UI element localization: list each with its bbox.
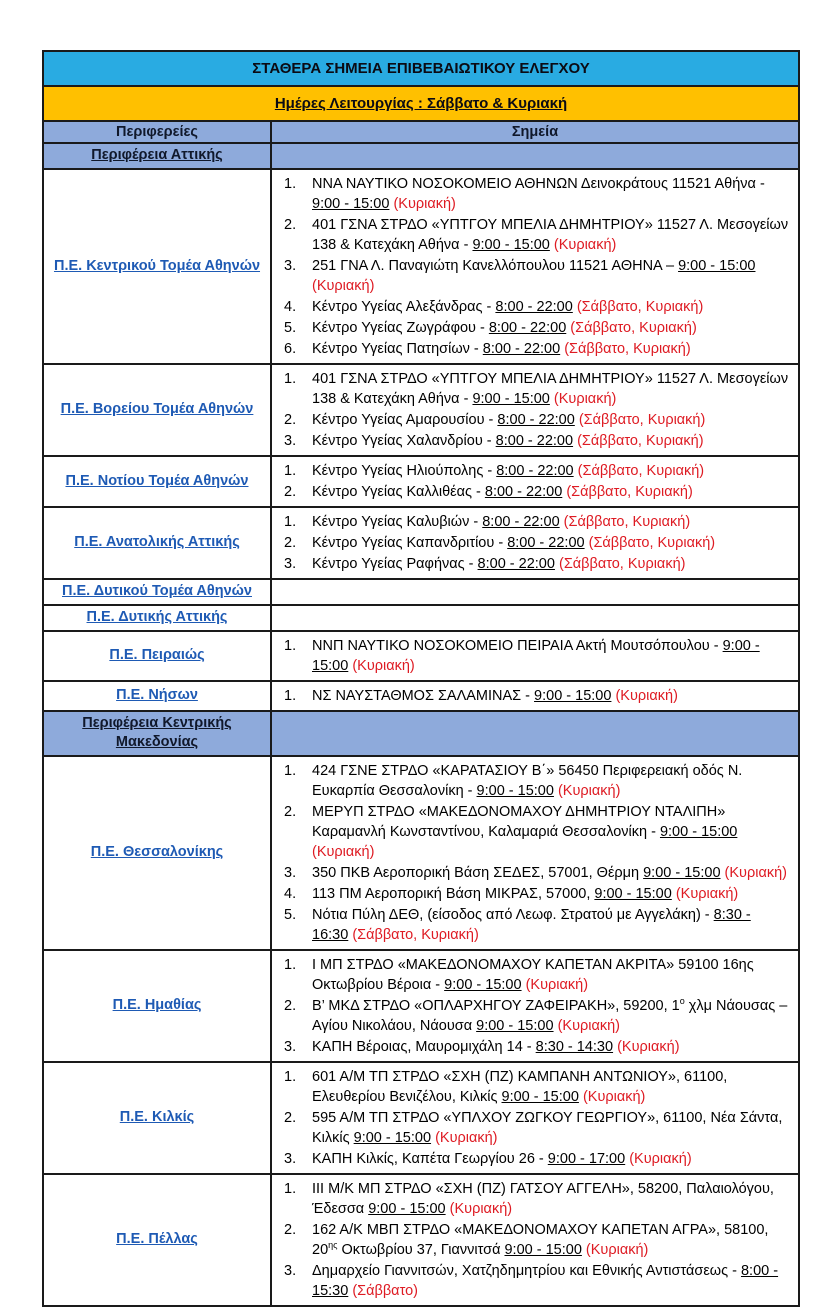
section-header-row: [43, 711, 799, 756]
point-item: [276, 461, 790, 481]
point-text: 162 Α/Κ ΜΒΠ ΣΤΡΔΟ «ΜΑΚΕΔΟΝΟΜΑΧΟΥ ΚΑΠΕΤΑΝ ΑΓΡΑ», 58100, 20: [312, 1221, 769, 1258]
points-cell: [271, 950, 799, 1062]
section-header-empty-cell: [271, 711, 799, 756]
point-text: Κέντρο Υγείας Ζωγράφου -: [312, 319, 489, 336]
points-list: [276, 761, 790, 945]
point-text: Οκτωβρίου 37, Γιαννιτσά: [337, 1241, 505, 1258]
point-item: [276, 1108, 790, 1148]
point-hours: 8:00 - 22:00: [507, 534, 585, 551]
region-cell: [43, 507, 271, 579]
operating-days-row: [43, 86, 799, 121]
section-header: Περιφέρεια Κεντρικής Μακεδονίας: [82, 714, 232, 751]
point-item: [276, 802, 790, 862]
points-cell: [271, 456, 799, 507]
region-cell: [43, 169, 271, 364]
region-cell: [43, 579, 271, 605]
point-item: [276, 533, 790, 553]
point-text: Κέντρο Υγείας Χαλανδρίου -: [312, 432, 496, 449]
region-cell: [43, 1174, 271, 1306]
region-cell: [43, 456, 271, 507]
point-days: (Σάββατο, Κυριακή): [578, 411, 706, 428]
column-header-regions: Περιφερείες: [43, 121, 271, 143]
empty-space: [276, 147, 794, 165]
points-cell: [271, 507, 799, 579]
point-hours: 9:00 - 15:00: [643, 864, 721, 881]
point-hours: 9:00 - 15:00: [504, 1241, 582, 1258]
point-item: [276, 431, 790, 451]
point-days: (Κυριακή): [553, 390, 617, 407]
region-cell: [43, 605, 271, 631]
point-hours: 8:00 - 15:30: [312, 1262, 779, 1299]
region-row: [43, 364, 799, 456]
point-hours: 8:00 - 22:00: [477, 555, 555, 572]
point-text: Κέντρο Υγείας Αλεξάνδρας -: [312, 298, 496, 315]
empty-space: [276, 609, 790, 627]
point-text: Ι ΜΠ ΣΤΡΔΟ «ΜΑΚΕΔΟΝΟΜΑΧΟΥ ΚΑΠΕΤΑΝ ΑΚΡΙΤΑ» 59100 16ης Οκτωβρίου Βέροια -: [312, 956, 754, 993]
point-item: [276, 1037, 790, 1057]
point-text-superscript: ο: [679, 995, 685, 1006]
point-hours: 9:00 - 15:00: [312, 195, 390, 212]
region-cell: [43, 756, 271, 950]
point-item: [276, 512, 790, 532]
point-item: [276, 297, 790, 317]
point-days: (Κυριακή): [582, 1088, 646, 1105]
points-cell: [271, 579, 799, 605]
point-days: (Σάββατο, Κυριακή): [570, 319, 697, 336]
point-hours: 9:00 - 15:00: [472, 390, 550, 407]
point-hours: 9:00 - 15:00: [312, 637, 760, 674]
point-days: (Σάββατο, Κυριακή): [352, 926, 479, 943]
region-row: [43, 605, 799, 631]
point-item: [276, 339, 790, 359]
region-row: [43, 631, 799, 681]
point-hours: 8:00 - 22:00: [484, 483, 563, 500]
region-cell: [43, 681, 271, 711]
point-text: Κέντρο Υγείας Αμαρουσίου -: [312, 411, 498, 428]
points-cell: [271, 1062, 799, 1174]
point-days: (Σάββατο): [352, 1282, 418, 1299]
section-header-cell: [43, 143, 271, 169]
point-days: (Κυριακή): [585, 1241, 649, 1258]
point-hours: 8:00 - 22:00: [497, 411, 575, 428]
point-item: [276, 761, 790, 801]
points-list: [276, 1179, 790, 1301]
title-row: [43, 51, 799, 86]
point-days: (Κυριακή): [617, 1038, 680, 1055]
point-text: ΝΝΠ ΝΑΥΤΙΚΟ ΝΟΣΟΚΟΜΕΙΟ ΠΕΙΡΑΙΑ Ακτή Μουτσόπουλου -: [312, 637, 723, 654]
point-item: [276, 1067, 790, 1107]
point-text: Κέντρο Υγείας Ηλιούπολης -: [312, 462, 497, 479]
region-row: [43, 456, 799, 507]
point-item: [276, 554, 790, 574]
point-text: ΜΕΡΥΠ ΣΤΡΔΟ «ΜΑΚΕΔΟΝΟΜΑΧΟΥ ΔΗΜΗΤΡΙΟΥ ΝΤΑΛΙΠΗ» Καραμανλή Κωνσταντίνου, Καλαμαριά Θεσσαλονίκη -: [312, 803, 726, 840]
point-item: [276, 369, 790, 409]
region-cell: [43, 950, 271, 1062]
page-title: ΣΤΑΘΕΡΑ ΣΗΜΕΙΑ ΕΠΙΒΕΒΑΙΩΤΙΚΟΥ ΕΛΕΓΧΟΥ: [43, 51, 799, 86]
points-cell: [271, 364, 799, 456]
point-days: (Σάββατο, Κυριακή): [577, 462, 705, 479]
point-text: Κέντρο Υγείας Καλλιθέας -: [312, 483, 485, 500]
point-item: [276, 174, 790, 214]
point-days: (Κυριακή): [449, 1200, 513, 1217]
point-text: 595 Α/Μ ΤΠ ΣΤΡΔΟ «ΥΠΛΧΟΥ ΖΩΓΚΟΥ ΓΕΩΡΓΙΟΥ», 61100, Νέα Σάντα, Κιλκίς: [312, 1109, 783, 1146]
region-link[interactable]: Π.Ε. Δυτικής Αττικής: [86, 609, 228, 626]
checkpoints-table: [42, 50, 800, 1307]
point-hours: 9:00 - 15:00: [594, 885, 672, 902]
point-days: (Σάββατο, Κυριακή): [577, 432, 704, 449]
point-item: [276, 636, 790, 676]
section-header: Περιφέρεια Αττικής: [91, 147, 223, 163]
point-days: (Κυριακή): [615, 687, 678, 704]
points-list: [276, 174, 790, 359]
region-link[interactable]: Π.Ε. Πειραιώς: [109, 647, 205, 664]
points-cell: [271, 1174, 799, 1306]
points-cell: [271, 605, 799, 631]
point-text: ΝΣ ΝΑΥΣΤΑΘΜΟΣ ΣΑΛΑΜΙΝΑΣ -: [312, 687, 535, 704]
section-header-row: [43, 143, 799, 169]
region-link[interactable]: Π.Ε. Κιλκίς: [119, 1109, 195, 1126]
point-hours: 8:00 - 22:00: [482, 340, 561, 357]
points-list: [276, 636, 790, 676]
point-hours: 9:00 - 15:00: [444, 976, 522, 993]
region-link[interactable]: Π.Ε. Δυτικού Τομέα Αθηνών: [62, 583, 252, 600]
column-header-points: Σημεία: [271, 121, 799, 143]
point-item: [276, 996, 790, 1036]
region-row: [43, 579, 799, 605]
point-hours: 8:00 - 22:00: [495, 298, 573, 315]
region-cell: [43, 631, 271, 681]
point-item: [276, 884, 790, 904]
point-item: [276, 905, 790, 945]
points-list: [276, 955, 790, 1057]
point-days: (Κυριακή): [312, 277, 375, 294]
region-cell: [43, 1062, 271, 1174]
point-text: 424 ΓΣΝΕ ΣΤΡΔΟ «ΚΑΡΑΤΑΣΙΟΥ Β΄» 56450 Περιφερειακή οδός Ν. Ευκαρπία Θεσσαλονίκη -: [312, 762, 743, 799]
point-text: Νότια Πύλη ΔΕΘ, (είσοδος από Λεωφ. Στρατού με Αγγελάκη) -: [312, 906, 714, 923]
region-link[interactable]: Π.Ε. Θεσσαλονίκης: [90, 844, 224, 861]
point-hours: 9:00 - 15:00: [501, 1088, 579, 1105]
point-hours: 8:30 - 14:30: [535, 1038, 614, 1055]
region-row: [43, 681, 799, 711]
points-cell: [271, 631, 799, 681]
point-days: (Σάββατο, Κυριακή): [588, 534, 716, 551]
point-days: (Σάββατο, Κυριακή): [576, 298, 704, 315]
point-hours: 9:00 - 15:00: [472, 236, 550, 253]
region-link[interactable]: Π.Ε. Ημαθίας: [112, 997, 202, 1014]
point-item: [276, 863, 790, 883]
section-header-cell: [43, 711, 271, 756]
point-days: (Σάββατο, Κυριακή): [566, 483, 693, 500]
points-list: [276, 369, 790, 451]
region-cell: [43, 364, 271, 456]
point-days: (Κυριακή): [525, 976, 589, 993]
point-hours: 9:00 - 15:00: [353, 1129, 432, 1146]
point-text: χλμ Νάουσας – Αγίου Νικολάου, Νάουσα: [312, 997, 788, 1034]
points-list: [276, 512, 790, 574]
section-header-empty-cell: [271, 143, 799, 169]
point-hours: 9:00 - 15:00: [678, 257, 756, 274]
point-text: Κέντρο Υγείας Πατησίων -: [312, 340, 483, 357]
region-link[interactable]: Π.Ε. Κεντρικού Τομέα Αθηνών: [53, 257, 261, 274]
point-item: [276, 1179, 790, 1219]
points-list: [276, 1067, 790, 1169]
point-item: [276, 215, 790, 255]
point-days: (Κυριακή): [352, 657, 415, 674]
point-days: (Κυριακή): [629, 1150, 692, 1167]
point-days: (Κυριακή): [557, 782, 621, 799]
region-link[interactable]: Π.Ε. Ανατολικής Αττικής: [74, 534, 240, 551]
point-item: [276, 955, 790, 995]
point-hours: 9:00 - 15:00: [368, 1200, 446, 1217]
point-item: [276, 1149, 790, 1169]
point-text: Κέντρο Υγείας Ραφήνας -: [312, 555, 478, 572]
region-row: [43, 756, 799, 950]
point-hours: 9:00 - 15:00: [476, 1017, 554, 1034]
point-text: 350 ΠΚΒ Αεροπορική Βάση ΣΕΔΕΣ, 57001, Θέρμη: [312, 864, 644, 881]
points-cell: [271, 756, 799, 950]
point-days: (Κυριακή): [393, 195, 456, 212]
point-item: [276, 686, 790, 706]
point-days: (Κυριακή): [553, 236, 617, 253]
point-days: (Κυριακή): [675, 885, 739, 902]
point-hours: 9:00 - 15:00: [476, 782, 554, 799]
point-text: 401 ΓΣΝΑ ΣΤΡΔΟ «ΥΠΤΓΟΥ ΜΠΕΛΙΑ ΔΗΜΗΤΡΙΟΥ» 11527 Λ. Μεσογείων 138 & Κατεχάκη Αθήνα -: [312, 370, 789, 407]
operating-days-banner: Ημέρες Λειτουργίας : Σάββατο & Κυριακή: [274, 95, 568, 112]
region-link[interactable]: Π.Ε. Πέλλας: [116, 1231, 198, 1248]
point-text: Κέντρο Υγείας Καπανδριτίου -: [312, 534, 508, 551]
region-row: [43, 507, 799, 579]
point-text: ΚΑΠΗ Κιλκίς, Καπέτα Γεωργίου 26 -: [312, 1150, 548, 1167]
point-text: Δημαρχείο Γιαννιτσών, Χατζηδημητρίου και Εθνικής Αντιστάσεως -: [312, 1262, 741, 1279]
point-days: (Σάββατο, Κυριακή): [563, 513, 691, 530]
empty-space: [276, 583, 790, 601]
point-hours: 8:00 - 22:00: [496, 462, 574, 479]
region-link[interactable]: Π.Ε. Νήσων: [116, 687, 198, 704]
point-hours: 9:00 - 17:00: [547, 1150, 626, 1167]
point-item: [276, 1261, 790, 1301]
point-hours: 8:00 - 22:00: [495, 432, 574, 449]
point-item: [276, 1220, 790, 1260]
point-text-superscript: ης: [328, 1239, 338, 1250]
region-link[interactable]: Π.Ε. Νοτίου Τομέα Αθηνών: [65, 472, 249, 489]
points-list: [276, 461, 790, 502]
region-row: [43, 1174, 799, 1306]
point-days: (Κυριακή): [312, 843, 375, 860]
point-item: [276, 256, 790, 296]
point-text: 401 ΓΣΝΑ ΣΤΡΔΟ «ΥΠΤΓΟΥ ΜΠΕΛΙΑ ΔΗΜΗΤΡΙΟΥ» 11527 Λ. Μεσογείων 138 & Κατεχάκη Αθήνα -: [312, 216, 789, 253]
region-link[interactable]: Π.Ε. Βορείου Τομέα Αθηνών: [60, 401, 254, 418]
point-item: [276, 410, 790, 430]
point-item: [276, 318, 790, 338]
point-days: (Κυριακή): [557, 1017, 621, 1034]
point-days: (Κυριακή): [724, 864, 787, 881]
point-days: (Κυριακή): [435, 1129, 498, 1146]
point-days: (Σάββατο, Κυριακή): [558, 555, 686, 572]
point-hours: 9:00 - 15:00: [534, 687, 612, 704]
point-text: 113 ΠΜ Αεροπορική Βάση ΜΙΚΡΑΣ, 57000,: [312, 885, 595, 902]
points-cell: [271, 169, 799, 364]
point-hours: 9:00 - 15:00: [659, 823, 738, 840]
point-text: ΙΙΙ Μ/Κ ΜΠ ΣΤΡΔΟ «ΣΧΗ (ΠΖ) ΓΑΤΣΟΥ ΑΓΓΕΛΗ», 58200, Παλαιολόγου, Έδεσσα: [312, 1180, 774, 1217]
point-days: (Σάββατο, Κυριακή): [564, 340, 691, 357]
point-hours: 8:30 - 16:30: [312, 906, 751, 943]
column-header-row: [43, 121, 799, 143]
point-text: Β’ ΜΚΔ ΣΤΡΔΟ «ΟΠΛΑΡΧΗΓΟΥ ΖΑΦΕΙΡΑΚΗ», 59200, 1: [312, 997, 680, 1014]
point-text: 251 ΓΝΑ Λ. Παναγιώτη Κανελλόπουλου 11521 ΑΘΗΝΑ –: [312, 257, 679, 274]
point-text: Κέντρο Υγείας Καλυβιών -: [312, 513, 483, 530]
region-row: [43, 1062, 799, 1174]
point-text: 601 Α/Μ ΤΠ ΣΤΡΔΟ «ΣΧΗ (ΠΖ) ΚΑΜΠΑΝΗ ΑΝΤΩΝΙΟΥ», 61100, Ελευθερίου Βενιζέλου, Κιλκίς: [312, 1068, 728, 1105]
empty-space: [276, 724, 794, 742]
point-text: ΝΝΑ ΝΑΥΤΙΚΟ ΝΟΣΟΚΟΜΕΙΟ ΑΘΗΝΩΝ Δεινοκράτους 11521 Αθήνα -: [312, 175, 765, 192]
points-list: [276, 686, 790, 706]
table-body: [43, 51, 799, 1306]
region-row: [43, 169, 799, 364]
point-hours: 8:00 - 22:00: [488, 319, 567, 336]
region-row: [43, 950, 799, 1062]
point-hours: 8:00 - 22:00: [482, 513, 560, 530]
points-cell: [271, 681, 799, 711]
point-item: [276, 482, 790, 502]
point-text: ΚΑΠΗ Βέροιας, Μαυρομιχάλη 14 -: [312, 1038, 536, 1055]
